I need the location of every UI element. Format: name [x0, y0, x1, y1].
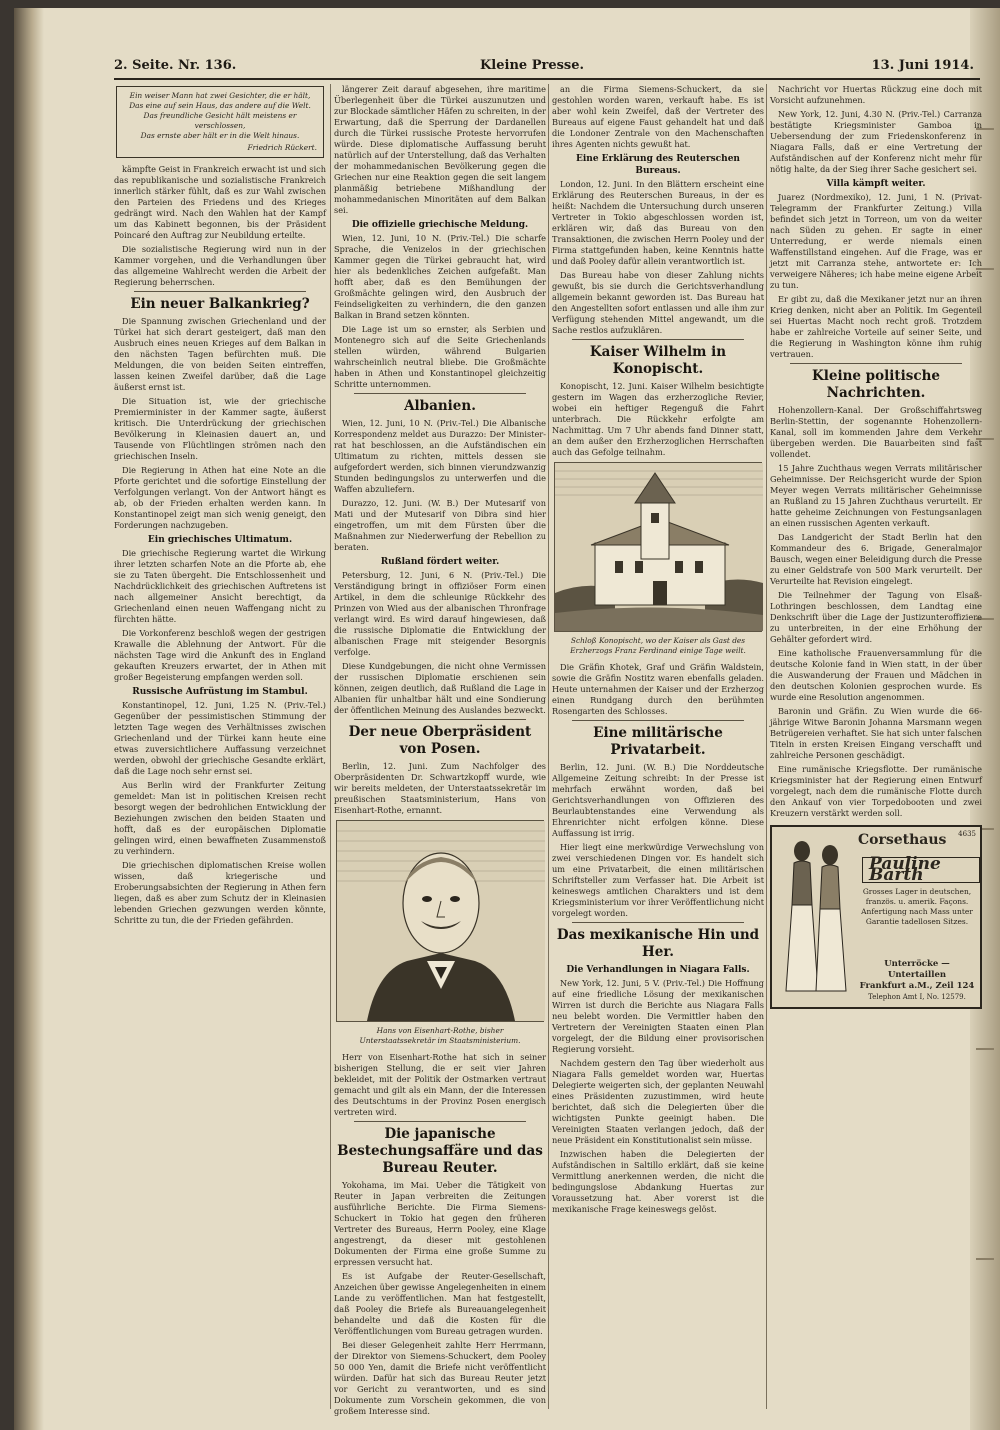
- headline-privatarbeit: Eine militärische Privatarbeit.: [593, 725, 723, 758]
- subheadline-rustung: Russische Aufrüstung im Stambul.: [132, 687, 308, 697]
- poem-author: Friedrich Rückert.: [247, 143, 317, 152]
- headline-balkan: Ein neuer Balkankrieg?: [130, 296, 310, 312]
- column-divider: [330, 84, 331, 1409]
- ad-address: [858, 959, 976, 1003]
- article-paragraph: Die Regierung in Athen hat eine Note an die Pforte gerichtet und die sofortige Einstellung der Verfolgungen verlangt. Von der Antwort hängt es ab, ob der Frieden erhalten werden kann. In Konstantinopel zeigt man sich wenig geneigt, den Forderungen nachzugeben.: [114, 465, 326, 530]
- article-paragraph: Wien, 12. Juni, 10 N. (Priv.-Tel.) Die scharfe Sprache, die Venizelos in der griechischen Kammer gegen die Türkei gebraucht hat, wird hier als bedenkliches Zeichen aufgefaßt. Man hofft aber, daß es den Bemühungen der Großmächte gelingen wird, den Ausbruch der Feindseligkeiten zu verhindern, die den ganzen Balkan in Brand setzen könnten.: [334, 233, 546, 320]
- header-date: 13. Juni 1914.: [871, 58, 974, 73]
- corset-figure-illustration: [780, 835, 850, 995]
- article-paragraph: Durazzo, 12. Juni. (W. B.) Der Mutesarif von Mati und der Mutesarif von Dibra sind hier eingetroffen, um mit dem Fürsten über die Maßnahmen zur Niederwerfung der Rebellion zu beraten.: [334, 498, 546, 552]
- subheadline-russland: Rußland fördert weiter.: [380, 557, 500, 567]
- article-paragraph: Die Vorkonferenz beschloß wegen der gestrigen Krawalle die Ablehnung der Antwort. Für die nächsten Tage wird die Ankunft des in England gekauften Kreuzers erwartet, der in Athen mit großer Begeisterung empfangen werden soll.: [114, 628, 326, 682]
- ad-phone: Telephon Amt I, No. 12579.: [868, 993, 966, 1001]
- castle-caption: Schloß Konopischt, wo der Kaiser als Gast des Erzherzogs Franz Ferdinand einige Tage weilt.: [570, 636, 746, 655]
- article-paragraph: Die griechischen diplomatischen Kreise wollen wissen, daß kriegerische und Eroberungsabsichten der Regierung in Athen fern liegen, daß es aber zum Schutz der in Kleinasien lebenden Griechen gezwungen werden könnte, Schritte zu tun, die der Frieden gefährden.: [114, 860, 326, 925]
- castle-image: [554, 462, 762, 632]
- column-divider: [548, 84, 549, 1409]
- column-divider: [766, 84, 767, 1409]
- portrait-caption: Hans von Eisenhart-Rothe, bisher Unterstaatssekretär im Staatsministerium.: [359, 1026, 521, 1045]
- portrait-image: [336, 820, 544, 1022]
- article-paragraph: an die Firma Siemens-Schuckert, da sie gestohlen worden waren, verkauft habe. Es ist aber wohl kein Zweifel, daß der Vertreter des Bureaus auf eigene Faust gehandelt hat und daß die Londoner Zentrale von den Machenschaften ihres Agenten nichts gewußt hat.: [552, 84, 764, 149]
- article-paragraph: Baronin und Gräfin. Zu Wien wurde die 66-jährige Witwe Baronin Johanna Marsmann wegen Betrügereien verhaftet. Sie hat sich unter falschen Titeln in ersten Kreisen Eingang verschafft und zahlreiche Personen geschädigt.: [770, 706, 982, 760]
- headline-posen: Der neue Oberpräsident von Posen.: [348, 724, 532, 757]
- header-rule: [114, 78, 980, 80]
- section-divider: [354, 1121, 526, 1122]
- corset-advertisement: [770, 825, 982, 1009]
- article-paragraph: Herr von Eisenhart-Rothe hat sich in seiner bisherigen Stellung, die er seit vier Jahren bekleidet, mit der Politik der Ostmarken vertraut gemacht und gilt als ein Mann, der die Interessen des Deutschtums in der Provinz Posen energisch vertreten wird.: [334, 1052, 546, 1117]
- headline-kaiser: Kaiser Wilhelm in Konopischt.: [589, 344, 727, 377]
- article-paragraph: Juarez (Nordmexiko), 12. Juni, 1 N. (Privat-Telegramm der Frankfurter Zeitung.) Villa befindet sich jetzt in Torreon, um von da weiter nach Süden zu gehen. Er sagte in einer Unterredung, er werde niemals einen Waffenstillstand eingehen. Auf die Frage, was er jetzt mit Carranza stehe, antwortete er: Ich verweigere Näheres; ich habe meine eigene Arbeit zu tun.: [770, 192, 982, 290]
- article-paragraph: Die Teilnehmer der Tagung von Elsaß-Lothringen beschlossen, dem Landtag eine Denkschrift über die Lage der Justizunteroffiziere zu unterbreiten, in der eine Erhöhung der Gehälter gefordert wird.: [770, 590, 982, 644]
- ad-brand-top: Corsethaus: [858, 832, 947, 848]
- subheadline-offiziell: Die offizielle griechische Meldung.: [351, 220, 529, 230]
- section-divider: [572, 720, 744, 721]
- article-paragraph: Es ist Aufgabe der Reuter-Gesellschaft, Anzeichen über gewisse Angelegenheiten in einem Lande zu veröffentlichen. Man hat festgestellt, daß Pooley die Briefe als Bureauangelegenheit behandelte und daß die Kosten für die Veröffentlichungen vom Bureau getragen wurden.: [334, 1271, 546, 1336]
- poem-line: Ein weiser Mann hat zwei Gesichter, die er hält,: [129, 91, 311, 100]
- article-paragraph: Die Spannung zwischen Griechenland und der Türkei hat sich derart gesteigert, daß man den Ausbruch eines neuen Krieges auf dem Balkan in den nächsten Tagen befürchten muß. Die Meldungen, die von beiden Seiten eintreffen, lassen keinen Zweifel darüber, daß die Lage äußerst ernst ist.: [114, 316, 326, 392]
- newspaper-page: [14, 8, 1000, 1430]
- article-paragraph: Die Gräfin Khotek, Graf und Gräfin Waldstein, sowie die Gräfin Nostitz waren ebenfalls geladen. Heute unternahmen der Kaiser und der Erzherzog einen Rundgang durch den berühmten Rosengarten des Schlosses.: [552, 662, 764, 716]
- poem-line: Das eine auf sein Haus, das andere auf die Welt.: [129, 101, 311, 110]
- column-4: [770, 84, 982, 1409]
- ad-text: Grosses Lager in deutschen, französ. u. amerik. Façons. Anfertigung nach Mass unter Garantie tadellosen Sitzes.: [861, 887, 973, 926]
- poem-line: Das freundliche Gesicht hält meistens er verschlossen,: [143, 111, 297, 130]
- article-paragraph: Konstantinopel, 12. Juni, 1.25 N. (Priv.-Tel.) Gegenüber der pessimistischen Stimmung der letzten Tage wegen des Verhältnisses zwischen Griechenland und der Türkei kann heute eine etwas zuversichtlichere Auffassung verzeichnet werden, obwohl der griechische Gesandte erklärt, daß die Lage noch sehr ernst sei.: [114, 700, 326, 776]
- column-1: [114, 84, 326, 1409]
- section-divider: [354, 719, 526, 720]
- section-divider: [790, 363, 962, 364]
- article-paragraph: Konopischt, 12. Juni. Kaiser Wilhelm besichtigte gestern im Wagen das erzherzogliche Revier, wobei ein heftiger Regenguß die Fahrt unterbrach. Die Rückkehr erfolgte am Nachmittag. Um 7 Uhr abends fand Dinner statt, an dem außer den Erzherzoglichen Herrschaften auch das Gefolge teilnahm.: [552, 381, 764, 457]
- article-paragraph: Nachricht vor Huertas Rückzug eine doch mit Vorsicht aufzunehmen.: [770, 84, 982, 105]
- article-paragraph: Er gibt zu, daß die Mexikaner jetzt nur an ihren Krieg denken, nicht aber an Politik. Im Gegenteil sei Huertas Macht noch recht groß. Trotzdem habe er zahlreiche Vorteile auf seiner Seite, und die Regierung in Washington könne ihm ruhig vertrauen.: [770, 294, 982, 359]
- section-divider: [572, 339, 744, 340]
- article-paragraph: Hier liegt eine merkwürdige Verwechslung von zwei verschiedenen Dingen vor. Es handelt sich um eine Privatarbeit, die einen militärischen Schriftsteller zum Verfasser hat. Die Arbeit ist keineswegs amtlichen Charakters und ist dem Kriegsministerium vor ihrer Veröffentlichung nicht vorgelegt worden.: [552, 842, 764, 918]
- section-divider: [572, 922, 744, 923]
- article-paragraph: London, 12. Juni. In den Blättern erscheint eine Erklärung des Reuterschen Bureaus, in der es heißt: Nachdem die Untersuchung durch unseren Vertreter in Tokio abgeschlossen worden ist, erklären wir, daß das Bureau von den Transaktionen, die zwischen Herrn Pooley und der Firma stattgefunden haben, keine Kenntnis hatte und daß Pooley dafür allein verantwortlich ist.: [552, 179, 764, 266]
- column-2: [334, 84, 546, 1416]
- article-paragraph: Die Situation ist, wie der griechische Premierminister in der Kammer sagte, äußerst kritisch. Die Unterdrückung der griechischen Bevölkerung in Kleinasien dauert an, und Tausende von Flüchtlingen strömen nach den griechischen Inseln.: [114, 396, 326, 461]
- article-paragraph: Hohenzollern-Kanal. Der Großschiffahrtsweg Berlin-Stettin, der sogenannte Hohenzollern-Kanal, soll im kommenden Jahre dem Verkehr übergeben werden. Die Bauarbeiten sind fast vollendet.: [770, 405, 982, 459]
- article-paragraph: Die Lage ist um so ernster, als Serbien und Montenegro sich auf die Seite Griechenlands stellen würden, während Bulgarien wahrscheinlich neutral bliebe. Die Großmächte haben in Athen und Konstantinopel gleichzeitig Schritte unternommen.: [334, 324, 546, 389]
- article-paragraph: New York, 12. Juni, 5 V. (Priv.-Tel.) Die Hoffnung auf eine friedliche Lösung der mexikanischen Wirren ist durch die Berichte aus Niagara Falls neu belebt worden. Die Vermittler haben den Vertretern der Vereinigten Staaten einen Plan vorgelegt, der die Bildung einer provisorischen Regierung vorsieht.: [552, 978, 764, 1054]
- subheadline-erklarung: Eine Erklärung des Reuterschen Bureaus.: [576, 154, 740, 176]
- article-paragraph: Wien, 12. Juni, 10 N. (Priv.-Tel.) Die Albanische Korrespondenz meldet aus Durazzo: Der Minister-rat hat beschlossen, an die Aufständischen ein Ultimatum zu richten, mittels dessen sie aufgefordert werden, sich binnen vierundzwanzig Stunden bedingungslos zu unterwerfen und die Waffen abzuliefern.: [334, 418, 546, 494]
- article-paragraph: Petersburg, 12. Juni, 6 N. (Priv.-Tel.) Die Verständigung bringt in offiziöser Form einen Artikel, in dem die schleunige Rückkehr des Prinzen von Wied aus der albanischen Thronfrage verlangt wird. Es wird darauf hingewiesen, daß die russische Diplomatie die Entwicklung der albanischen Frage mit steigender Besorgnis verfolge.: [334, 570, 546, 657]
- page-header: [114, 54, 980, 76]
- ad-number: 4635: [958, 830, 976, 838]
- article-paragraph: Die griechische Regierung wartet die Wirkung ihrer letzten scharfen Note an die Pforte ab, ehe sie zu Taten übergeht. Die Entschlossenheit und Nachdrücklichkeit des griechischen Auftretens ist nach allgemeiner Ansicht berechtigt, da Griechenland einen neuen Waffengang nicht zu fürchten hätte.: [114, 548, 326, 624]
- article-paragraph: Nachdem gestern den Tag über wiederholt aus Niagara Falls gemeldet worden war, Huertas Delegierte weigerten sich, der geplanten Neuwahl eines Präsidenten zuzustimmen, wird heute berichtet, daß sich die Delegierten über die wichtigsten Punkte geeinigt haben. Die Vereinigten Staaten verlangen jedoch, daß der neue Präsident ein Konstitutionalist sein müsse.: [552, 1058, 764, 1145]
- castle-engraving: [555, 463, 763, 631]
- subheadline-ultimatum: Ein griechisches Ultimatum.: [147, 535, 293, 545]
- ad-address-line: Unterröcke — Untertaillen: [884, 959, 950, 980]
- column-3: [552, 84, 764, 1409]
- poem-line: Das ernste aber hält er in die Welt hinaus.: [140, 131, 300, 140]
- subheadline-mexiko: Die Verhandlungen in Niagara Falls.: [566, 965, 750, 975]
- header-masthead: Kleine Presse.: [480, 58, 585, 73]
- subheadline-villa: Villa kämpft weiter.: [826, 179, 926, 189]
- headline-albanien: Albanien.: [404, 398, 476, 414]
- headline-kleine-nachrichten: Kleine politische Nachrichten.: [812, 368, 940, 401]
- poem-box: [116, 86, 324, 158]
- article-paragraph: Das Landgericht der Stadt Berlin hat den Kommandeur des 6. Brigade, Generalmajor Bausch, wegen einer Beleidigung durch die Presse zu einer Geldstrafe von 500 Mark verurteilt. Der Verurteilte hat Revision eingelegt.: [770, 532, 982, 586]
- section-divider: [134, 291, 306, 292]
- headline-mexiko: Das mexikanische Hin und Her.: [556, 927, 760, 960]
- article-paragraph: längerer Zeit darauf abgesehen, ihre maritime Überlegenheit über die Türkei auszunutzen und zur Blockade sämtlicher Häfen zu schreiten, in der Erwartung, daß die Sperrung der Dardanellen durch die Türkei russische Proteste hervorrufen würde. Diese diplomatische Auffassung beruht natürlich auf der Unterstellung, daß das Verhalten der mohammedanischen Bevölkerung gegen die Griechen nur eine Reaktion gegen die seit langem planmäßig betriebene Mißhandlung der mohammedanischen Minoritäten auf dem Balkan sei.: [334, 84, 546, 215]
- section-divider: [354, 393, 526, 394]
- article-paragraph: Berlin, 12. Juni. (W. B.) Die Norddeutsche Allgemeine Zeitung schreibt: In der Presse ist mehrfach erwähnt worden, daß bei Gerichtsverhandlungen von Offizieren des Beurlaubtenstandes eine Verwendung als Ehrenrichter nicht erfolgen könne. Diese Auffassung ist irrig.: [552, 762, 764, 838]
- article-paragraph: 15 Jahre Zuchthaus wegen Verrats militärischer Geheimnisse. Der Reichsgericht wurde der Spion Meyer wegen Verrats militärischer Geheimnisse an Rußland zu 15 Jahren Zuchthaus verurteilt. Er hatte geheime Zeichnungen von Festungsanlagen an einen russischen Agenten verkauft.: [770, 463, 982, 528]
- article-paragraph: Inzwischen haben die Delegierten der Aufständischen in Saltillo erklärt, daß sie keine Vermittlung anerkennen werden, die nicht die bedingungslose Abdankung Huertas zur Voraussetzung hat. Aber vorerst ist die mexikanische Frage keineswegs gelöst.: [552, 1149, 764, 1214]
- article-paragraph: Diese Kundgebungen, die nicht ohne Vermissen der russischen Diplomatie erschienen sein können, zeigen deutlich, daß Rußland die Lage in Albanien für unhaltbar hält und eine Sondierung der öffentlichen Meinung des Auslandes bezweckt.: [334, 661, 546, 715]
- headline-japan: Die japanische Bestechungsaffäre und das Bureau Reuter.: [337, 1126, 543, 1176]
- article-paragraph: Bei dieser Gelegenheit zahlte Herr Herrmann, der Direktor von Siemens-Schuckert, dem Pooley 50 000 Yen, damit die Briefe nicht veröffentlicht würden. Dafür hat sich das Bureau Reuter jetzt vor Gericht zu verantworten, und es sind Dokumente zum Vorschein gekommen, die von großem Interesse sind.: [334, 1340, 546, 1416]
- article-paragraph: Das Bureau habe von dieser Zahlung nichts gewußt, bis sie durch die Gerichtsverhandlung allgemein bekannt geworden ist. Das Bureau hat den Angestellten sofort entlassen und alle ihm zur Verfügung stehenden Mittel angewandt, um die Sache restlos aufzuklären.: [552, 270, 764, 335]
- portrait-engraving: [337, 821, 545, 1021]
- ad-address-line: Frankfurt a.M., Zeil 124: [859, 981, 975, 991]
- article-paragraph: Eine rumänische Kriegsflotte. Der rumänische Kriegsminister hat der Regierung einen Entwurf vorgelegt, nach dem die rumänische Flotte durch den Ankauf von vier Torpedobooten und zwei Kreuzern verstärkt werden soll.: [770, 764, 982, 818]
- article-paragraph: Die sozialistische Regierung wird nun in der Kammer vorgehen, und die Verhandlungen über das allgemeine Wahlrecht werden die Arbeit der Regierung beherrschen.: [114, 244, 326, 287]
- article-paragraph: kämpfte Geist in Frankreich erwacht ist und sich das republikanische und sozialistische Frankreich innerlich stärker fühlt, daß es zur Wahl zwischen den Parteien des Friedens und des Krieges gedrängt wird. Nach den Wahlen hat der Kampf um das Kabinett begonnen, bis der Präsident Poincaré den Auftrag zur Neubildung erteilte.: [114, 164, 326, 240]
- article-paragraph: New York, 12. Juni, 4.30 N. (Priv.-Tel.) Carranza bestätigte Kriegsminister Gamboa in Uebersendung der zum Friedenskonferenz in Niagara Falls, daß er eine Vertretung der Aufständischen auf der Konferenz nicht mehr für nötig halte, da der Sieg ihrer Sache gesichert sei.: [770, 109, 982, 174]
- ad-brand-name: Pauline Barth: [862, 857, 980, 883]
- header-page-number: 2. Seite. Nr. 136.: [114, 58, 237, 73]
- article-paragraph: Berlin, 12. Juni. Zum Nachfolger des Oberpräsidenten Dr. Schwartzkopff wurde, wie wir bereits meldeten, der Unterstaatssekretär im preußischen Staatsministerium, Hans von Eisenhart-Rothe, ernannt.: [334, 761, 546, 815]
- article-paragraph: Yokohama, im Mai. Ueber die Tätigkeit von Reuter in Japan verbreiten die Zeitungen ausführliche Berichte. Die Firma Siemens-Schuckert in Tokio hat gegen den früheren Vertreter des Bureaus, Herrn Pooley, eine Klage angestrengt, da dieser mit gestohlenen Dokumenten der Firma eine große Summe zu erpressen versucht hat.: [334, 1180, 546, 1267]
- article-paragraph: Aus Berlin wird der Frankfurter Zeitung gemeldet: Man ist in politischen Kreisen recht besorgt wegen der bedrohlichen Entwicklung der Beziehungen zwischen den beiden Staaten und hofft, daß es der europäischen Diplomatie gelingen wird, einen bewaffneten Zusammenstoß zu verhindern.: [114, 780, 326, 856]
- article-paragraph: Eine katholische Frauenversammlung für die deutsche Kolonie fand in Wien statt, in der über die Auswanderung der Frauen und Mädchen in den deutschen Kolonien gesprochen wurde. Es wurde eine Resolution angenommen.: [770, 648, 982, 702]
